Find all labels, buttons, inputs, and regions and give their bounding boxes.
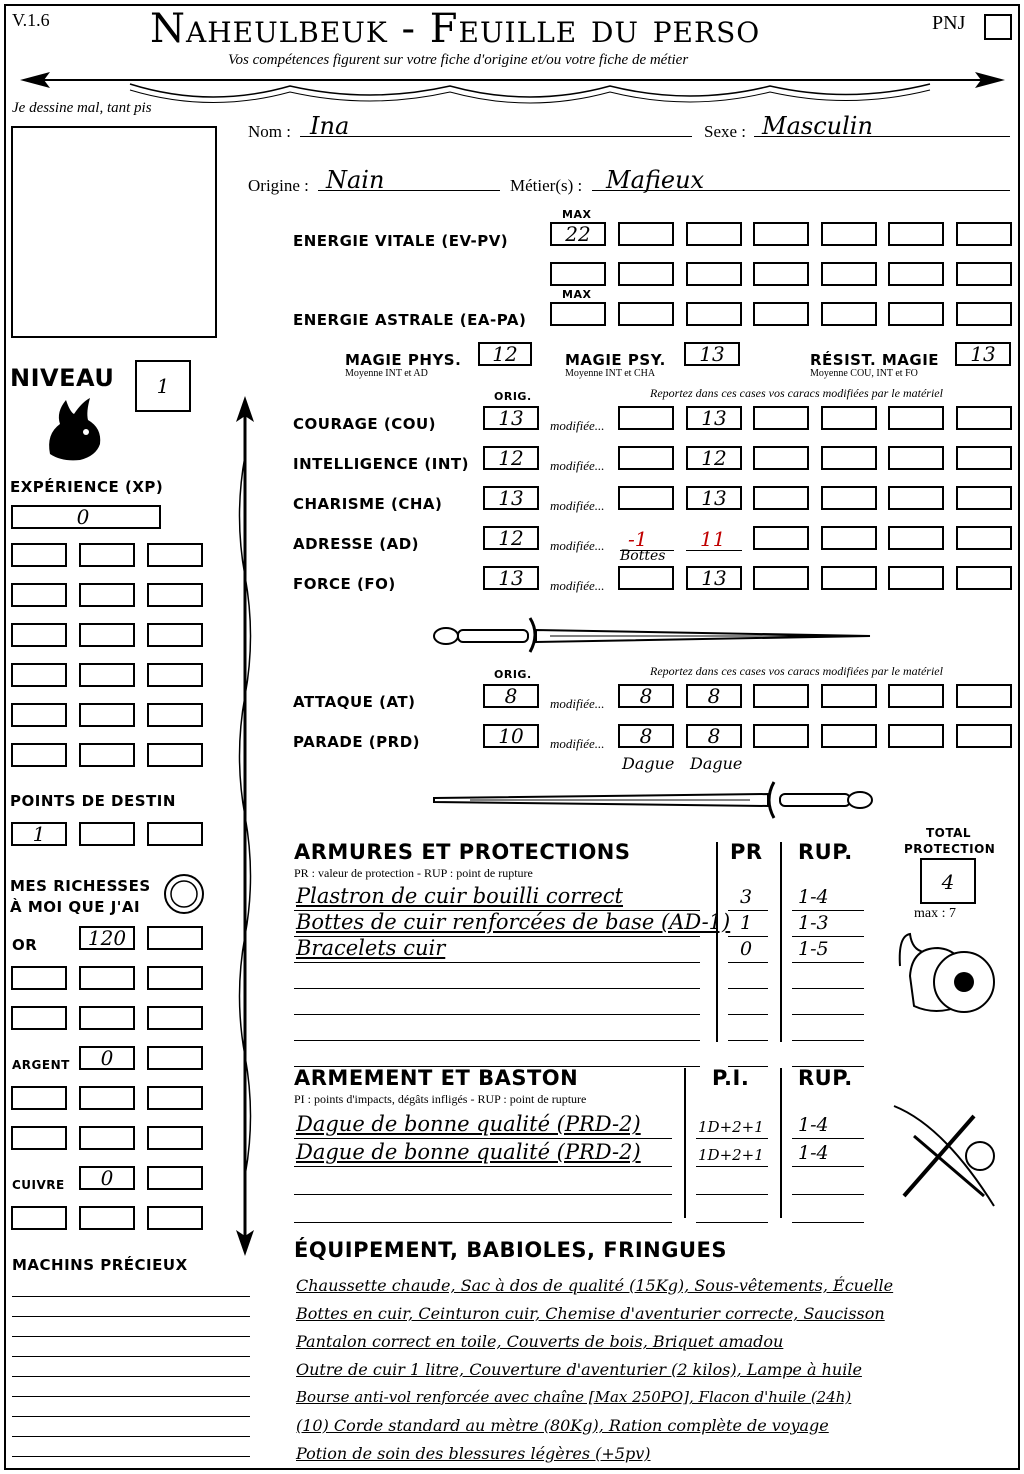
energy-cell[interactable]	[550, 262, 606, 286]
coin-icon	[162, 872, 206, 916]
armure-pr-line	[728, 910, 768, 911]
arme-line	[294, 1166, 672, 1167]
carac-label: FORCE (FO)	[293, 575, 396, 593]
portrait-caption: Je dessine mal, tant pis	[12, 100, 152, 116]
machins-label: MACHINS PRÉCIEUX	[12, 1256, 188, 1274]
arme-line	[294, 1194, 672, 1195]
energy-cell[interactable]	[956, 302, 1012, 326]
energy-cell[interactable]	[618, 262, 674, 286]
armure-rup-line	[792, 936, 864, 937]
carac-orig-value: 12	[498, 526, 524, 550]
armure-pr[interactable]: 1	[740, 912, 753, 934]
arme-pi-line	[696, 1166, 768, 1167]
money-cell[interactable]	[11, 1086, 67, 1110]
ev-max-box-value: 22	[565, 222, 591, 246]
arme-pi-line	[696, 1222, 768, 1223]
carac-orig[interactable]	[483, 526, 539, 550]
energy-cell[interactable]	[956, 262, 1012, 286]
or-label: OR	[12, 936, 38, 954]
sword-icon-2	[430, 778, 876, 822]
energy-cell[interactable]	[686, 302, 742, 326]
armement-divider-2	[780, 1068, 782, 1218]
carac-extra[interactable]	[956, 526, 1012, 550]
armure-rup[interactable]: 1-4	[798, 886, 829, 908]
equipement-line[interactable]: Chaussette chaude, Sac à dos de qualité (15Kg), Sous-vêtements, Écuelle	[296, 1276, 894, 1295]
energy-cell[interactable]	[618, 222, 674, 246]
argent-label: ARGENT	[12, 1058, 70, 1072]
carac-final-value: 12	[701, 446, 727, 470]
armure-rup-line	[792, 1066, 864, 1067]
money-cell[interactable]	[11, 1006, 67, 1030]
armures-divider-1	[716, 842, 718, 1042]
destin-cell[interactable]	[11, 822, 67, 846]
machins-line	[12, 1396, 250, 1397]
arme-line	[294, 1138, 672, 1139]
carac-final-value: 13	[701, 406, 727, 430]
xp-cell[interactable]	[79, 543, 135, 567]
carac-modif-label: modifiée...	[550, 498, 605, 513]
version-label: V.1.6	[12, 10, 50, 30]
arme-rup[interactable]: 1-4	[798, 1114, 829, 1136]
arme-pi-line	[696, 1194, 768, 1195]
carac-modif-label: modifiée...	[550, 578, 605, 593]
carac-extra[interactable]	[888, 406, 944, 430]
combat-extra[interactable]	[888, 724, 944, 748]
arme-rup-line	[792, 1194, 864, 1195]
xp-cell[interactable]	[11, 543, 67, 567]
combat-mod[interactable]	[618, 724, 674, 748]
armement-col-pi: P.I.	[712, 1066, 750, 1090]
xp-cell[interactable]	[79, 623, 135, 647]
arme-rup-line	[792, 1138, 864, 1139]
xp-cell[interactable]	[11, 743, 67, 767]
armures-divider-2	[780, 842, 782, 1042]
carac-extra[interactable]	[956, 406, 1012, 430]
cuivre-cell[interactable]	[79, 1166, 135, 1190]
carac-extra[interactable]	[888, 566, 944, 590]
carac-extra[interactable]	[888, 526, 944, 550]
machins-line	[12, 1416, 250, 1417]
dragon-icon	[40, 394, 106, 464]
armure-rup-line	[792, 1014, 864, 1015]
carac-orig-value: 13	[498, 406, 524, 430]
carac-orig[interactable]	[483, 446, 539, 470]
machins-line	[12, 1356, 250, 1357]
portrait-box[interactable]	[11, 126, 217, 338]
money-cell[interactable]	[147, 966, 203, 990]
argent-cell-value: 0	[100, 1046, 114, 1070]
armement-col-rup: RUP.	[798, 1066, 853, 1090]
resist-value: 13	[970, 342, 996, 366]
machins-line	[12, 1336, 250, 1337]
xp-cell[interactable]	[79, 743, 135, 767]
equipement-line[interactable]: Pantalon correct en toile, Couverts de bois, Briquet amadou	[296, 1332, 784, 1351]
equipement-line[interactable]: (10) Corde standard au mètre (80Kg), Ration complète de voyage	[296, 1416, 829, 1435]
armement-divider-1	[684, 1068, 686, 1218]
carac-label: CHARISME (CHA)	[293, 495, 443, 513]
combat-orig-value: 8	[504, 684, 518, 708]
resist-sub: Moyenne COU, INT et FO	[810, 368, 918, 379]
armement-title: ARMEMENT ET BASTON	[294, 1066, 579, 1090]
magie-psy-label: MAGIE PSY.	[565, 351, 666, 369]
total-label-2: PROTECTION	[904, 842, 996, 856]
money-cell[interactable]	[79, 1006, 135, 1030]
combat-extra[interactable]	[753, 684, 809, 708]
xp-cell[interactable]	[11, 623, 67, 647]
energy-cell[interactable]	[618, 302, 674, 326]
xp-cell[interactable]	[147, 543, 203, 567]
carac-final-value: 13	[701, 486, 727, 510]
armure-rup-line	[792, 988, 864, 989]
carac-label: ADRESSE (AD)	[293, 535, 420, 553]
energy-cell[interactable]	[956, 222, 1012, 246]
carac-orig[interactable]	[483, 486, 539, 510]
destin-label: POINTS DE DESTIN	[10, 792, 176, 810]
energy-cell[interactable]	[686, 262, 742, 286]
xp-cell[interactable]	[147, 623, 203, 647]
armure-rup[interactable]: 1-5	[798, 938, 829, 960]
niveau-label: NIVEAU	[10, 364, 115, 392]
carac-extra[interactable]	[821, 566, 877, 590]
arme-name[interactable]: Dague de bonne qualité (PRD-2)	[296, 1112, 641, 1136]
ea-max-label: MAX	[562, 288, 592, 301]
armure-rup-line	[792, 1040, 864, 1041]
pnj-label: PNJ	[932, 12, 966, 34]
energy-cell[interactable]	[888, 302, 944, 326]
carac-extra[interactable]	[753, 486, 809, 510]
carac-extra[interactable]	[956, 566, 1012, 590]
money-cell[interactable]	[147, 1126, 203, 1150]
magie-phys-value: 12	[492, 342, 518, 366]
armure-pr[interactable]: 3	[740, 886, 753, 908]
carac-final[interactable]	[686, 486, 742, 510]
armure-name[interactable]: Bottes de cuir renforcées de base (AD-1)	[296, 910, 731, 934]
xp-cell[interactable]	[147, 663, 203, 687]
carac-extra[interactable]	[956, 446, 1012, 470]
carac-mod[interactable]	[618, 486, 674, 510]
money-cell[interactable]	[79, 1126, 135, 1150]
xp-cell[interactable]	[147, 703, 203, 727]
xp-cell[interactable]	[11, 583, 67, 607]
armure-pr-line	[728, 1014, 768, 1015]
armure-pr[interactable]: 0	[740, 938, 753, 960]
carac-extra[interactable]	[753, 406, 809, 430]
money-cell[interactable]	[147, 926, 203, 950]
ea-max-box[interactable]	[550, 302, 606, 326]
armures-col-rup: RUP.	[798, 840, 853, 864]
armures-col-pr: PR	[730, 840, 763, 864]
equipement-line[interactable]: Bottes en cuir, Ceinturon cuir, Chemise d'aventurier correcte, Saucisson	[296, 1304, 885, 1323]
total-label-1: TOTAL	[926, 826, 972, 840]
money-cell[interactable]	[147, 1006, 203, 1030]
combat-note-1: Dague	[622, 754, 675, 773]
armement-sub: PI : points d'impacts, dégâts infligés - RUP : point de rupture	[294, 1092, 587, 1106]
metier-label: Métier(s) :	[510, 176, 583, 195]
metier-value[interactable]: Mafieux	[606, 166, 705, 194]
total-protection-value: 4	[941, 870, 955, 894]
money-cell[interactable]	[11, 966, 67, 990]
armure-pr-line	[728, 936, 768, 937]
carac-final[interactable]	[686, 406, 742, 430]
carac-extra[interactable]	[821, 406, 877, 430]
combat-note-2: Dague	[690, 754, 743, 773]
armure-line	[294, 962, 700, 963]
sheet-title: Naheulbeuk - Feuille du perso	[150, 6, 761, 52]
ev-max-box[interactable]	[550, 222, 606, 246]
xp-cell[interactable]	[147, 743, 203, 767]
money-cell[interactable]	[147, 1166, 203, 1190]
destin-cell-value: 1	[32, 822, 46, 846]
caracs-report-note: Reportez dans ces cases vos caracs modifiées par le matériel	[650, 386, 943, 400]
arme-name[interactable]: Dague de bonne qualité (PRD-2)	[296, 1140, 641, 1164]
ev-label: ENERGIE VITALE (EV-PV)	[293, 232, 509, 250]
armure-name[interactable]: Plastron de cuir bouilli correct	[296, 884, 623, 908]
carac-orig-value: 12	[498, 446, 524, 470]
carac-extra[interactable]	[888, 486, 944, 510]
combat-label: PARADE (PRD)	[293, 733, 421, 751]
richesses-label	[10, 876, 151, 918]
money-cell[interactable]	[147, 1086, 203, 1110]
pnj-checkbox[interactable]	[984, 14, 1012, 40]
combat-report-note: Reportez dans ces cases vos caracs modifiées par le matériel	[650, 664, 943, 678]
combat-final[interactable]	[686, 684, 742, 708]
combat-final-value: 8	[707, 684, 721, 708]
carac-orig-value: 13	[498, 566, 524, 590]
equipement-line[interactable]: Outre de cuir 1 litre, Couverture d'aventurier (2 kilos), Lampe à huile	[296, 1360, 862, 1379]
carac-final[interactable]	[686, 446, 742, 470]
armure-rup[interactable]: 1-3	[798, 912, 829, 934]
combat-orig-value: 10	[498, 724, 524, 748]
energy-cell[interactable]	[753, 222, 809, 246]
armure-name[interactable]: Bracelets cuir	[296, 936, 446, 960]
armure-pr-line	[728, 988, 768, 989]
carac-modif-label: modifiée...	[550, 418, 605, 433]
carac-extra[interactable]	[821, 486, 877, 510]
xp-cell[interactable]	[11, 703, 67, 727]
carac-final-value: 13	[701, 566, 727, 590]
carac-extra[interactable]	[821, 526, 877, 550]
carac-final-line	[686, 550, 742, 551]
richesses-label-2: À MOI QUE J'AI	[10, 898, 141, 916]
total-max: max : 7	[914, 906, 956, 921]
machins-line	[12, 1436, 250, 1437]
carac-orig[interactable]	[483, 566, 539, 590]
combat-orig[interactable]	[483, 684, 539, 708]
nom-label: Nom :	[248, 122, 291, 141]
xp-cell[interactable]	[79, 663, 135, 687]
energy-cell[interactable]	[753, 302, 809, 326]
total-protection-box[interactable]	[920, 858, 976, 904]
energy-cell[interactable]	[888, 262, 944, 286]
helmet-shield-icon	[890, 926, 1000, 1026]
combat-extra[interactable]	[821, 684, 877, 708]
carac-modif-label: modifiée...	[550, 538, 605, 553]
nom-line	[300, 136, 692, 137]
combat-extra[interactable]	[956, 724, 1012, 748]
carac-orig[interactable]	[483, 406, 539, 430]
machins-line	[12, 1456, 250, 1457]
carac-final[interactable]	[686, 566, 742, 590]
spear-divider-icon	[10, 64, 1014, 114]
carac-mod-value[interactable]: -1	[628, 527, 648, 551]
machins-line	[12, 1296, 250, 1297]
armure-line	[294, 988, 700, 989]
carac-orig-value: 13	[498, 486, 524, 510]
richesses-label-1: MES RICHESSES	[10, 877, 151, 895]
carac-extra[interactable]	[753, 566, 809, 590]
armure-rup-line	[792, 962, 864, 963]
combat-label: ATTAQUE (AT)	[293, 693, 416, 711]
armure-pr-line	[728, 962, 768, 963]
equipement-line[interactable]: Potion de soin des blessures légères (+5pv)	[296, 1444, 651, 1463]
combat-extra[interactable]	[956, 684, 1012, 708]
carac-extra[interactable]	[753, 526, 809, 550]
carac-final[interactable]: 11	[700, 527, 726, 551]
origine-value[interactable]: Nain	[326, 166, 385, 194]
xp-cell[interactable]	[11, 663, 67, 687]
cuivre-cell-value: 0	[100, 1166, 114, 1190]
sword-icon	[430, 612, 876, 656]
magie-psy-value: 13	[699, 342, 725, 366]
carac-extra[interactable]	[821, 446, 877, 470]
carac-extra[interactable]	[888, 446, 944, 470]
sexe-label: Sexe :	[704, 122, 747, 141]
sexe-value[interactable]: Masculin	[762, 112, 873, 140]
carac-label: INTELLIGENCE (INT)	[293, 455, 469, 473]
money-cell[interactable]	[79, 1206, 135, 1230]
magie-phys-box[interactable]	[478, 342, 532, 366]
caracs-orig-label: ORIG.	[494, 390, 532, 403]
carac-extra[interactable]	[753, 446, 809, 470]
arme-rup-line	[792, 1222, 864, 1223]
argent-cell[interactable]	[79, 1046, 135, 1070]
combat-orig[interactable]	[483, 724, 539, 748]
armure-rup-line	[792, 910, 864, 911]
carac-mod[interactable]	[618, 446, 674, 470]
experience-label: EXPÉRIENCE (XP)	[10, 478, 164, 496]
armure-line	[294, 1066, 700, 1067]
machins-line	[12, 1376, 250, 1377]
xp-cell[interactable]	[79, 703, 135, 727]
arme-rup[interactable]: 1-4	[798, 1142, 829, 1164]
cuivre-label: CUIVRE	[12, 1178, 65, 1192]
energy-cell[interactable]	[821, 222, 877, 246]
magie-phys-sub: Moyenne INT et AD	[345, 368, 428, 379]
arme-pi[interactable]: 1D+2+1	[698, 1146, 764, 1164]
magie-psy-box[interactable]	[684, 342, 740, 366]
money-cell[interactable]	[79, 966, 135, 990]
combat-final[interactable]	[686, 724, 742, 748]
ea-label: ENERGIE ASTRALE (EA-PA)	[293, 311, 527, 329]
combat-mod[interactable]	[618, 684, 674, 708]
combat-extra[interactable]	[753, 724, 809, 748]
resist-label: RÉSIST. MAGIE	[810, 351, 940, 369]
carac-mod[interactable]	[618, 566, 674, 590]
armure-line	[294, 1014, 700, 1015]
ev-max-label: MAX	[562, 208, 592, 221]
combat-final-value: 8	[707, 724, 721, 748]
armure-line	[294, 1040, 700, 1041]
arme-rup-line	[792, 1166, 864, 1167]
carac-label: COURAGE (COU)	[293, 415, 437, 433]
carac-mod[interactable]	[618, 406, 674, 430]
destin-cell[interactable]	[79, 822, 135, 846]
experience-box[interactable]	[11, 505, 161, 529]
arme-pi[interactable]: 1D+2+1	[698, 1118, 764, 1136]
or-cell-value: 120	[87, 926, 127, 950]
energy-cell[interactable]	[821, 262, 877, 286]
carac-mod-note: Bottes	[620, 548, 666, 564]
energy-cell[interactable]	[753, 262, 809, 286]
armures-sub: PR : valeur de protection - RUP : point de rupture	[294, 866, 533, 880]
magie-psy-sub: Moyenne INT et CHA	[565, 368, 656, 379]
money-cell[interactable]	[79, 1086, 135, 1110]
or-cell[interactable]	[79, 926, 135, 950]
energy-cell[interactable]	[888, 222, 944, 246]
arme-pi-line	[696, 1138, 768, 1139]
carac-extra[interactable]	[956, 486, 1012, 510]
armure-pr-line	[728, 1040, 768, 1041]
combat-extra[interactable]	[821, 724, 877, 748]
combat-mod-value: 8	[639, 724, 653, 748]
xp-cell[interactable]	[147, 583, 203, 607]
carac-modif-label: modifiée...	[550, 458, 605, 473]
combat-extra[interactable]	[888, 684, 944, 708]
experience-value: 0	[76, 505, 90, 529]
money-cell[interactable]	[11, 1126, 67, 1150]
spear-icon	[230, 396, 260, 1256]
money-cell[interactable]	[147, 1206, 203, 1230]
magie-phys-label: MAGIE PHYS.	[345, 351, 462, 369]
destin-cell[interactable]	[147, 822, 203, 846]
combat-modif-label: modifiée...	[550, 736, 605, 751]
energy-cell[interactable]	[686, 222, 742, 246]
resist-box[interactable]	[955, 342, 1011, 366]
sheet-subtitle: Vos compétences figurent sur votre fiche d'origine et/ou votre fiche de métier	[228, 52, 689, 68]
combat-orig-label: ORIG.	[494, 668, 532, 681]
xp-cell[interactable]	[79, 583, 135, 607]
machins-line	[12, 1316, 250, 1317]
weapons-icon	[884, 1096, 1004, 1216]
arme-line	[294, 1222, 672, 1223]
armures-title: ARMURES ET PROTECTIONS	[294, 840, 631, 864]
niveau-value: 1	[156, 374, 170, 398]
energy-cell[interactable]	[821, 302, 877, 326]
niveau-box[interactable]	[135, 360, 191, 412]
money-cell[interactable]	[147, 1046, 203, 1070]
money-cell[interactable]	[11, 1206, 67, 1230]
armure-pr-line	[728, 1066, 768, 1067]
origine-label: Origine :	[248, 176, 309, 195]
equipement-title: ÉQUIPEMENT, BABIOLES, FRINGUES	[294, 1238, 727, 1262]
combat-modif-label: modifiée...	[550, 696, 605, 711]
nom-value[interactable]: Ina	[310, 112, 350, 140]
equipement-line[interactable]: Bourse anti-vol renforcée avec chaîne [Max 250PO], Flacon d'huile (24h)	[296, 1388, 852, 1406]
combat-mod-value: 8	[639, 684, 653, 708]
